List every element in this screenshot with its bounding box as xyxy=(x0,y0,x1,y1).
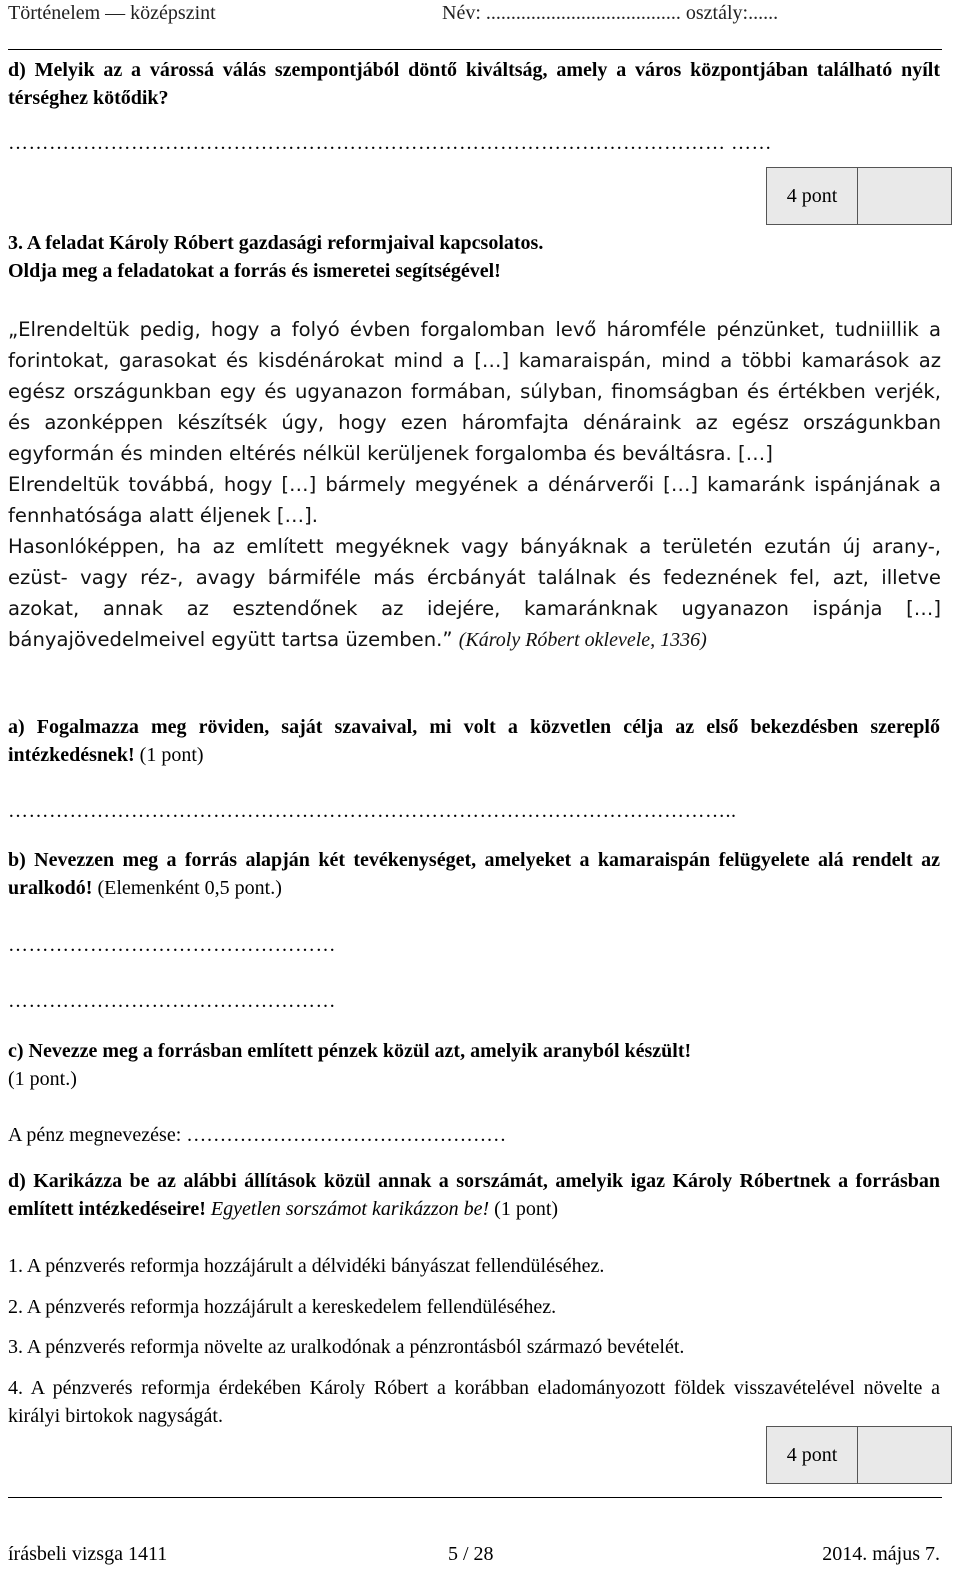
statement-2[interactable]: 2. A pénzverés reformja hozzájárult a kereskedelem fellendüléséhez. xyxy=(8,1296,557,1318)
footer-rule xyxy=(8,1497,942,1498)
footer-page-number: 5 / 28 xyxy=(448,1543,494,1565)
statement-3[interactable]: 3. A pénzverés reformja növelte az uralkodónak a pénzrontásból származó bevételét. xyxy=(8,1336,685,1358)
question-d-text: d) Karikázza be az alábbi állítások közül annak a sorszámát, amelyik igaz Károly Róbertnek a forrásban említett intézkedéseire! xyxy=(8,1170,940,1220)
currency-name-row xyxy=(8,1121,506,1149)
currency-name-answer-line[interactable]: ………………………………………… xyxy=(186,1124,507,1146)
source-paragraph-3 xyxy=(8,531,941,656)
task3-title-line1: 3. A feladat Károly Róbert gazdasági reformjaival kapcsolatos. xyxy=(8,232,544,254)
points-box-top xyxy=(766,167,952,225)
footer-exam-id: írásbeli vizsga 1411 xyxy=(8,1543,168,1565)
question-b-points: (Elemenként 0,5 pont.) xyxy=(92,877,282,899)
source-paragraph-2: Elrendeltük továbbá, hogy […] bármely megyének a dénárverői […] kamaránk ispánjának a fennhatósága alatt éljenek […]. xyxy=(8,473,941,527)
source-paragraph-1: „Elrendeltük pedig, hogy a folyó évben forgalomban levő háromféle pénzünket, tudniillik a forintokat, garasokat és kisdénárokat mind a […] kamaraispán, mind a többi kamarások az egész országunkban egy és ugyanazon formában, súlyban, finomságban és értékben verjék, és azonképpen készítsék úgy, hogy ezen háromfajta dénáraink az egész országunkban egyformán és minden eltérés nélkül kerüljenek forgalomba és beváltásra. […] xyxy=(8,318,941,465)
points-box-bottom-score-field[interactable] xyxy=(858,1427,951,1483)
question-c xyxy=(8,1037,940,1093)
header-name-field: Név: ....................................... osztály:...... xyxy=(442,2,779,24)
prev-question-d: d) Melyik az a várossá válás szempontjából döntő kiváltság, amely a város központjában található nyílt térséghez kötődik? xyxy=(8,59,940,109)
question-b-text: b) Nevezzen meg a forrás alapján két tevékenységet, amelyeket a kamaraispán felügyelete alá rendelt az uralkodó! xyxy=(8,849,940,899)
currency-name-label: A pénz megnevezése: xyxy=(8,1124,187,1146)
header-rule xyxy=(8,49,942,50)
points-box-top-label: 4 pont xyxy=(767,168,858,224)
task3-title-line2: Oldja meg a feladatokat a forrás és ismeretei segítségével! xyxy=(8,260,501,282)
footer-date: 2014. május 7. xyxy=(822,1543,940,1565)
source-citation: (Károly Róbert oklevele, 1336) xyxy=(458,629,707,651)
prev-answer-line: …………………………………………………………………………………………… …… xyxy=(8,132,772,154)
source-text xyxy=(8,314,941,656)
statement-4[interactable]: 4. A pénzverés reformja érdekében Károly Róbert a korábban eladományozott földek visszavételével növelte a királyi birtokok nagyságát. xyxy=(8,1377,940,1427)
statement-1[interactable]: 1. A pénzverés reformja hozzájárult a délvidéki bányászat fellendüléséhez. xyxy=(8,1255,605,1277)
question-d xyxy=(8,1167,940,1223)
points-box-top-score-field[interactable] xyxy=(858,168,951,224)
answer-line-b2[interactable]: ………………………………………… xyxy=(8,990,336,1012)
question-c-points: (1 pont.) xyxy=(8,1068,77,1090)
source-paragraph-3-text: Hasonlóképpen, ha az említett megyéknek vagy bányáknak a területén ezután új arany-, ezüst- vagy réz-, avagy bármiféle más ércbányát találnak és fedeznének fel, azt, illetve azokat, annak az esztendőnek az idejére, kamaránknak ugyanazon ispánja […] bányajövedelmeivel együtt tartsa üzemben.” xyxy=(8,535,941,651)
header-subject: Történelem — középszint xyxy=(8,2,216,24)
question-d-points: (1 pont) xyxy=(489,1198,559,1220)
question-a-points: (1 pont) xyxy=(134,744,204,766)
question-c-text: c) Nevezze meg a forrásban említett pénzek közül azt, amelyik aranyból készült! xyxy=(8,1040,692,1062)
points-box-bottom xyxy=(766,1426,952,1484)
answer-line-a[interactable]: …………………………………………………………………………………………….. xyxy=(8,800,737,822)
points-box-bottom-label: 4 pont xyxy=(767,1427,858,1483)
question-a-text: a) Fogalmazza meg röviden, saját szavaival, mi volt a közvetlen célja az első bekezdésben szereplő intézkedésnek! xyxy=(8,716,940,766)
answer-line-b1[interactable]: ………………………………………… xyxy=(8,934,336,956)
question-b xyxy=(8,846,940,902)
question-a xyxy=(8,713,940,769)
question-d-instruction: Egyetlen sorszámot karikázzon be! xyxy=(205,1198,490,1220)
